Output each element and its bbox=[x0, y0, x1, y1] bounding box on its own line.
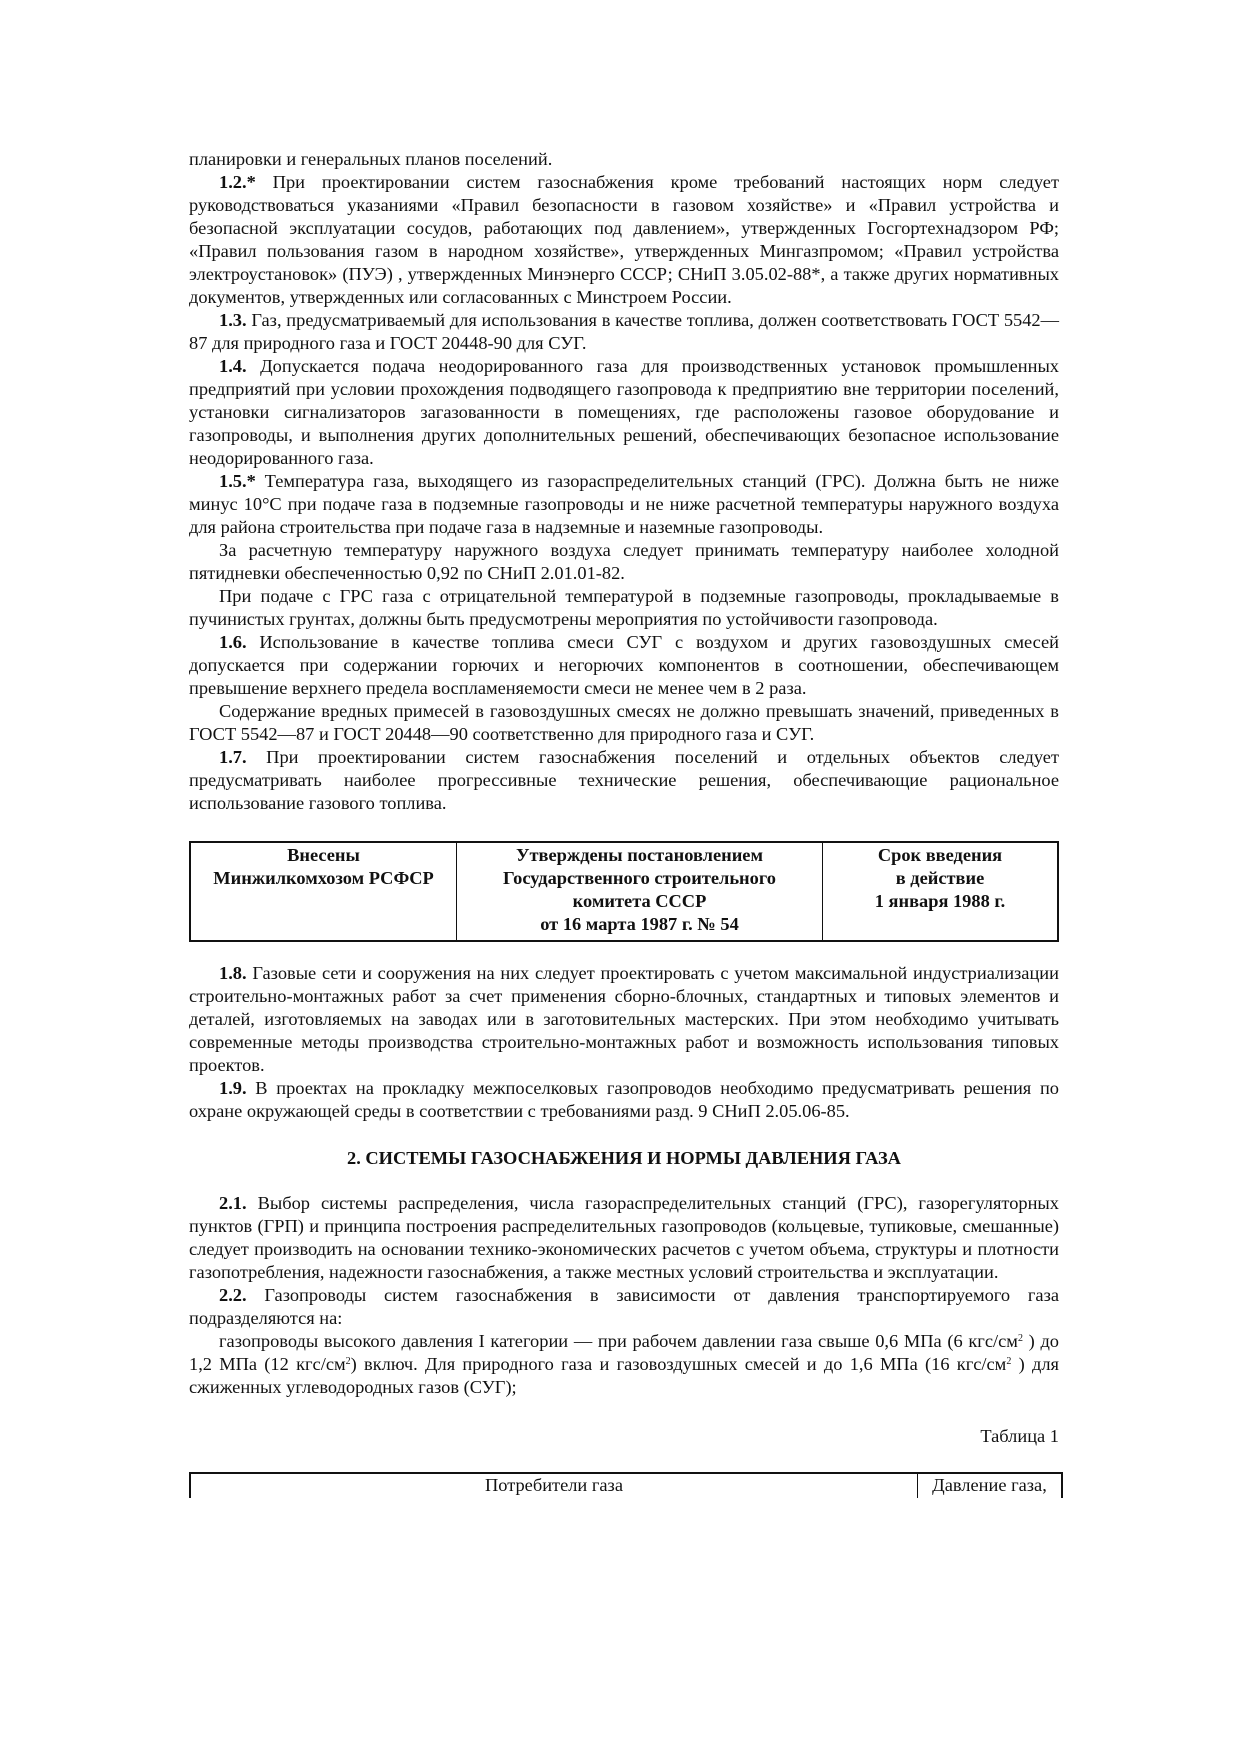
intro-paragraphs bbox=[189, 148, 1059, 815]
approved-by-date: от 16 марта 1987 г. № 54 bbox=[540, 914, 739, 934]
table-label: Таблица 1 bbox=[980, 1426, 1059, 1446]
paragraph bbox=[189, 309, 1059, 355]
clause-number: 1.2.* bbox=[219, 172, 256, 192]
approved-by-org-line2: комитета СССР bbox=[572, 891, 707, 911]
clause-number: 1.7. bbox=[219, 747, 247, 767]
effective-date-label-2: в действие bbox=[895, 868, 985, 888]
pressure-category-paragraph: газопроводы высокого давления I категории — при рабочем давлении газа свыше 0,6 МПа (6 кгс/$см^2$ ) до 1,2 МПа (12 кгс/$см^2$) включ. Для природного газа и газовоздушных смесей и до 1,6 МПа (16 кгс/$см^2$ ) для сжиженных углеводородных газов (СУГ); bbox=[189, 1331, 1059, 1397]
paragraph-text: Содержание вредных примесей в газовоздушных смесях не должно превышать значений, приведенных в ГОСТ 5542—87 и ГОСТ 20448—90 соответственно для природного газа и СУГ. bbox=[189, 701, 1059, 744]
clause-number: 1.4. bbox=[219, 356, 247, 376]
effective-date-label-1: Срок введения bbox=[877, 845, 1003, 865]
paragraph-text: Температура газа, выходящего из газораспределительных станций (ГРС). Должна быть не ниже минус 10°С при подаче газа в подземные газопроводы и не ниже расчетной температуры наружного воздуха для района строительства при подаче газа в надземные и наземные газопроводы. bbox=[189, 471, 1059, 537]
general-paragraphs bbox=[189, 962, 1059, 1123]
clause-number: 2.2. bbox=[219, 1285, 247, 1305]
section-title: 2. СИСТЕМЫ ГАЗОСНАБЖЕНИЯ И НОРМЫ ДАВЛЕНИЯ ГАЗА bbox=[347, 1148, 901, 1168]
paragraph bbox=[189, 631, 1059, 700]
paragraph bbox=[189, 700, 1059, 746]
paragraph bbox=[189, 1192, 1059, 1284]
paragraph bbox=[189, 962, 1059, 1077]
introduced-by-org: Минжилкомхозом РСФСР bbox=[213, 868, 434, 888]
paragraph bbox=[189, 470, 1059, 539]
paragraph-text: В проектах на прокладку межпоселковых газопроводов необходимо предусматривать решения по охране окружающей среды в соответствии с требованиями разд. 9 СНиП 2.05.06-85. bbox=[189, 1078, 1059, 1121]
paragraph-text: Газовые сети и сооружения на них следует проектировать с учетом максимальной индустриализации строительно-монтажных работ за счет применения сборно-блочных, стандартных и типовых элементов и деталей, изготовляемых на заводах или в заготовительных мастерских. При этом необходимо учитывать современные методы производства строительно-монтажных работ и возможность использования типовых проектов. bbox=[189, 963, 1059, 1075]
effective-date-cell bbox=[823, 843, 1057, 940]
paragraph-text: планировки и генеральных планов поселений. bbox=[189, 149, 553, 169]
paragraph bbox=[189, 1284, 1059, 1330]
clause-number: 1.9. bbox=[219, 1078, 247, 1098]
introduced-by-cell bbox=[191, 843, 457, 940]
paragraph bbox=[189, 148, 1059, 171]
approved-by-label: Утверждены постановлением bbox=[516, 845, 763, 865]
paragraph bbox=[189, 746, 1059, 815]
paragraph bbox=[189, 171, 1059, 309]
paragraph-text: При проектировании систем газоснабжения кроме требований настоящих норм следует руководствоваться указаниями «Правил безопасности в газовом хозяйстве» и «Правил устройства и безопасной эксплуатации сосудов, работающих под давлением», утвержденных Госгортехнадзором РФ; «Правил пользования газом в народном хозяйстве», утвержденных Мингазпромом; «Правил устройства электроустановок» (ПУЭ) , утвержденных Минэнерго СССР; СНиП 3.05.02-88*, а также других нормативных документов, утвержденных или согласованных с Минстроем России. bbox=[189, 172, 1059, 307]
clause-number: 2.1. bbox=[219, 1193, 247, 1213]
document-page bbox=[189, 148, 1059, 1498]
table-1-header bbox=[189, 1472, 1063, 1498]
paragraph-text: Допускается подача неодорированного газа для производственных установок промышленных предприятий при условии прохождения подводящего газопровода к предприятию вне территории поселений, установки сигнализаторов загазованности в помещениях, где расположены газовое оборудование и газопроводы, и выполнения других дополнительных решений, обеспечивающих безопасное использование неодорированного газа. bbox=[189, 356, 1059, 468]
clause-number: 1.3. bbox=[219, 310, 247, 330]
paragraph-text: Выбор системы распределения, числа газораспределительных станций (ГРС), газорегуляторных пунктов (ГРП) и принципа построения распределительных газопроводов (кольцевые, тупиковые, смешанные) следует производить на основании технико-экономических расчетов с учетом объема, структуры и плотности газопотребления, надежности газоснабжения, а также местных условий строительства и эксплуатации. bbox=[189, 1193, 1059, 1282]
paragraph-text: При проектировании систем газоснабжения поселений и отдельных объектов следует предусматривать наиболее прогрессивные технические решения, обеспечивающие рациональное использование газового топлива. bbox=[189, 747, 1059, 813]
table-header-consumers: Потребители газа bbox=[191, 1474, 918, 1498]
clause-number: 1.5.* bbox=[219, 471, 256, 491]
section-2-paragraphs bbox=[189, 1192, 1059, 1330]
introduced-by-label: Внесены bbox=[287, 845, 360, 865]
paragraph-text: За расчетную температуру наружного воздуха следует принимать температуру наиболее холодной пятидневки обеспеченностью 0,92 по СНиП 2.01.01-82. bbox=[189, 540, 1059, 583]
paragraph-text: При подаче с ГРС газа с отрицательной температурой в подземные газопроводы, прокладываемые в пучинистых грунтах, должны быть предусмотрены мероприятия по устойчивости газопровода. bbox=[189, 586, 1059, 629]
clause-number: 1.6. bbox=[219, 632, 247, 652]
approved-by-cell bbox=[457, 843, 823, 940]
approved-by-org-line1: Государственного строительного bbox=[503, 868, 776, 888]
paragraph-text: Газ, предусматриваемый для использования в качестве топлива, должен соответствовать ГОСТ 5542—87 для природного газа и ГОСТ 20448-90 для СУГ. bbox=[189, 310, 1059, 353]
effective-date-value: 1 января 1988 г. bbox=[874, 891, 1006, 911]
paragraph bbox=[189, 539, 1059, 585]
paragraph-text: Использование в качестве топлива смеси СУГ с воздухом и других газовоздушных смесей допускается при содержании горючих и негорючих компонентов в соотношении, обеспечивающем превышение верхнего предела воспламеняемости смеси не менее чем в 2 раза. bbox=[189, 632, 1059, 698]
paragraph-text: Газопроводы систем газоснабжения в зависимости от давления транспортируемого газа подразделяются на: bbox=[189, 1285, 1059, 1328]
table-header-pressure: Давление газа, bbox=[932, 1475, 1047, 1495]
paragraph bbox=[189, 355, 1059, 470]
paragraph bbox=[189, 1077, 1059, 1123]
clause-number: 1.8. bbox=[219, 963, 247, 983]
paragraph bbox=[189, 585, 1059, 631]
approval-info-box bbox=[189, 841, 1059, 942]
